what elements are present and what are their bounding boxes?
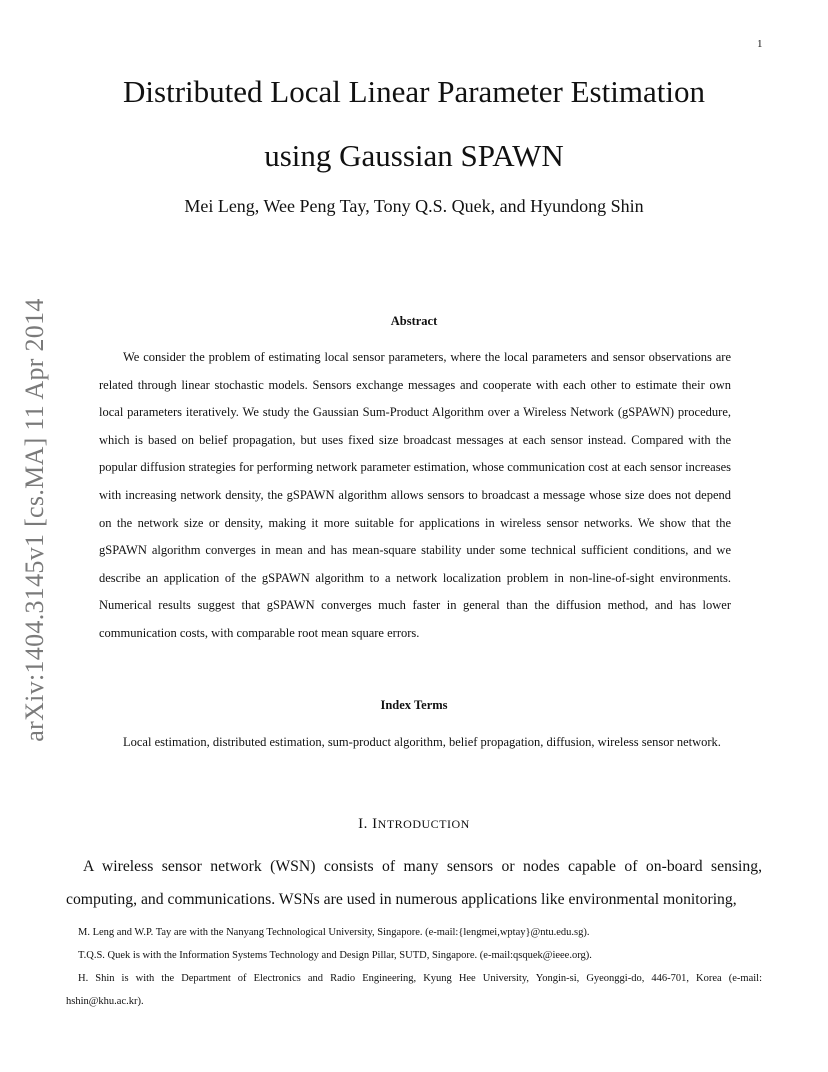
introduction-paragraph: A wireless sensor network (WSN) consists of many sensors or nodes capable of on-board sensing, computing, and communications. WSNs are used in numerous applications like environmental monitoring, bbox=[66, 858, 762, 908]
section-number: I. bbox=[358, 816, 368, 832]
section-heading-introduction bbox=[60, 816, 768, 833]
author-list: Mei Leng, Wee Peng Tay, Tony Q.S. Quek, and Hyundong Shin bbox=[184, 196, 644, 216]
footnote: T.Q.S. Quek is with the Information Systems Technology and Design Pillar, SUTD, Singapore. (e-mail:qsquek@ieee.org). bbox=[78, 950, 592, 961]
abstract-heading: Abstract bbox=[390, 314, 438, 328]
title-line-1: Distributed Local Linear Parameter Estimation bbox=[123, 74, 705, 109]
page-number: 1 bbox=[757, 38, 763, 50]
title-line-2: using Gaussian SPAWN bbox=[264, 138, 564, 173]
abstract-text: We consider the problem of estimating local sensor parameters, where the local parameters and sensor observations are related through linear stochastic models. Sensors exchange messages and cooperate with each other to estimate their own local parameters iteratively. We study the Gaussian Sum-Product Algorithm over a Wireless Network (gSPAWN) procedure, which is based on belief propagation, but uses fixed size broadcast messages at each sensor instead. Compared with the popular diffusion strategies for performing network parameter estimation, whose communication cost at each sensor increases with increasing network density, the gSPAWN algorithm allows sensors to broadcast a message whose size does not depend on the network size or density, making it more suitable for applications in wireless sensor networks. We show that the gSPAWN algorithm converges in mean and has mean-square stability under some technical sufficient conditions, and we describe an application of the gSPAWN algorithm to a network localization problem in non-line-of-sight environments. Numerical results suggest that gSPAWN converges much faster in general than the diffusion method, and has lower communication costs, with comparable root mean square errors. bbox=[99, 350, 731, 640]
paper-title bbox=[60, 60, 768, 188]
footnote: H. Shin is with the Department of Electronics and Radio Engineering, Kyung Hee University, Yongin-si, Gyeonggi-do, 446-701, Korea (e-mail: hshin@khu.ac.kr). bbox=[66, 973, 762, 1007]
index-terms-text: Local estimation, distributed estimation, sum-product algorithm, belief propagation, diffusion, wireless sensor network. bbox=[123, 735, 721, 749]
footnote: M. Leng and W.P. Tay are with the Nanyang Technological University, Singapore. (e-mail:{lengmei,wptay}@ntu.edu.sg). bbox=[78, 927, 590, 938]
index-terms-heading: Index Terms bbox=[380, 698, 448, 712]
arxiv-identifier: arXiv:1404.3145v1 [cs.MA] 11 Apr 2014 bbox=[20, 298, 49, 742]
section-title: INTRODUCTION bbox=[372, 816, 470, 832]
